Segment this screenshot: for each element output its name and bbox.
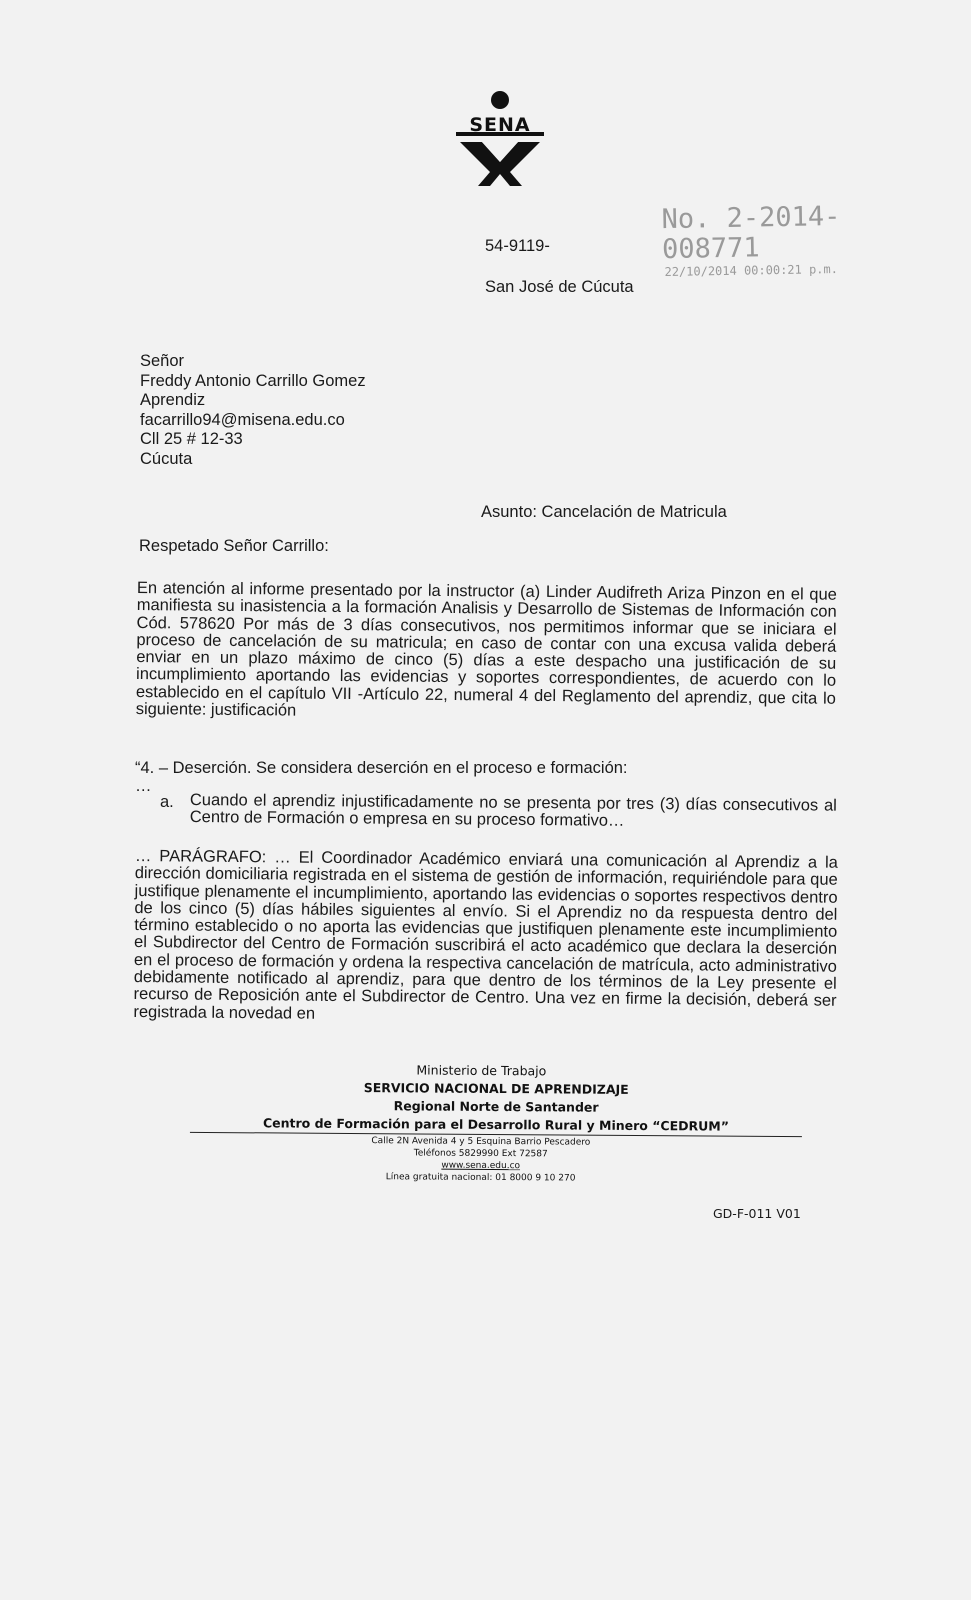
stamp-datetime: 22/10/2014 00:00:21 p.m. xyxy=(664,262,839,280)
recipient-role: Aprendiz xyxy=(140,391,206,409)
body-paragraph-2: … PARÁGRAFO: … El Coordinador Académico enviará una comunicación al Aprendiz a la dirección domiciliaria registrada en el sistema de gestión de información, requiriéndole para que justifique plenamente el incumplimiento, aportando las evidencias o soportes respectivos dentro de los cinco (5) días hábiles siguientes al envío. Si el Aprendiz no da respuesta dentro del término establecido o no aporta las evidencias que justifiquen plenamente este incumplimiento el Subdirector del Centro de Formación suscribirá el acto académico que declara la deserción en el proceso de formación y ordena la respectiva cancelación de matrícula, acto administrativo debidamente notificado al aprendiz, para que dentro de los términos de la Ley presente el recurso de Reposición ante el Subdirector de Centro. Una vez en firme la decisión, deberá ser registrada la novedad en xyxy=(133,847,838,1023)
footer-ministry: Ministerio de Trabajo xyxy=(416,1062,547,1079)
letterhead-footer xyxy=(190,1060,803,1186)
footer-institution: SERVICIO NACIONAL DE APRENDIZAJE xyxy=(363,1080,629,1097)
footer-website-link[interactable]: www.sena.edu.co xyxy=(441,1160,521,1172)
subject-line: Asunto: Cancelación de Matricula xyxy=(481,503,727,521)
footer-center: Centro de Formación para el Desarrollo Rural y Minero “CEDRUM” xyxy=(262,1115,730,1134)
sena-logo-icon xyxy=(452,90,548,186)
quote-heading: “4. – Deserción. Se considera deserción en el proceso e formación: xyxy=(135,759,628,777)
footer-address: Calle 2N Avenida 4 y 5 Esquina Barrio Pescadero xyxy=(371,1136,591,1148)
form-code: GD-F-011 V01 xyxy=(713,1206,801,1221)
recipient-block xyxy=(140,352,366,469)
logo-text: SENA xyxy=(469,114,531,136)
salutation: Respetado Señor Carrillo: xyxy=(139,537,329,555)
recipient-name: Freddy Antonio Carrillo Gomez xyxy=(140,371,366,390)
recipient-email: facarrillo94@misena.edu.co xyxy=(140,410,345,429)
quote-ellipsis: … xyxy=(135,777,152,795)
footer-hotline: Línea gratuita nacional: 01 8000 9 10 270 xyxy=(385,1172,576,1184)
list-item-marker: a. xyxy=(160,793,174,811)
filing-stamp xyxy=(661,201,902,279)
list-item-a: Cuando el aprendiz injustificadamente no se presenta por tres (3) días consecutivos al Centro de Formación o empresa en su proceso formativo… xyxy=(189,791,837,831)
recipient-city: Cúcuta xyxy=(140,449,193,468)
stamp-number: No. 2-2014-008771 xyxy=(661,200,841,266)
sena-logo xyxy=(452,90,548,186)
letter-city: San José de Cúcuta xyxy=(485,278,634,296)
body-paragraph-1: En atención al informe presentado por la instructor (a) Linder Audifreth Ariza Pinzon en el que manifiesta su inasistencia a la formación Analisis y Desarrollo de Sistemas de Información con Cód. 578620 Por más de 3 días consecutivos, nos permitimos informar que se iniciara el proceso de cancelación de su matricula; en caso de contar con una excusa valida deberá enviar en un plazo máximo de cinco (5) días a este despacho una justificación de su incumplimiento aportando las evidencias y soportes correspondientes, de acuerdo con lo establecido en el capítulo VII -Artículo 22, numeral 4 del Reglamento del aprendiz, que cita lo siguiente: justificación xyxy=(135,579,837,720)
recipient-title: Señor xyxy=(140,352,185,370)
reference-number: 54-9119- xyxy=(485,237,550,255)
recipient-address: Cll 25 # 12-33 xyxy=(140,430,243,448)
footer-region: Regional Norte de Santander xyxy=(393,1098,599,1115)
footer-phones: Teléfonos 5829990 Ext 72587 xyxy=(413,1148,548,1160)
